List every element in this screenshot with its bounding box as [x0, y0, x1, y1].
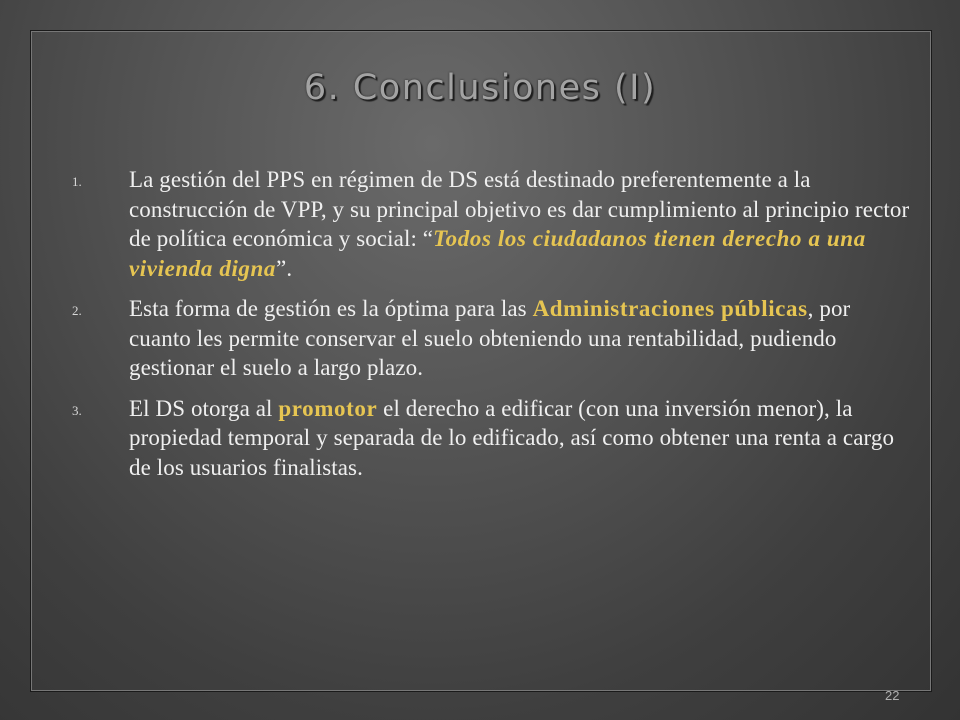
list-item-text-b: el derecho a edificar (con una inversión menor), la propiedad temporal y separada de lo edificado, así como obtener una renta a cargo de los usuarios finalistas.: [129, 395, 895, 480]
list-item-number: 3.: [72, 402, 82, 418]
list-item-highlight: promotor: [278, 395, 378, 421]
list-item: [66, 165, 910, 283]
list-item-text: [129, 294, 910, 383]
list-item-highlight: Todos los ciudadanos tienen derecho a una vivienda digna: [129, 226, 866, 281]
list-item-text: [129, 394, 910, 483]
slide-title: 6. Conclusiones (I): [303, 68, 657, 108]
list-item-highlight: Administraciones públicas: [532, 296, 808, 321]
list-item-text-a: El DS otorga al: [129, 395, 279, 421]
list-item-number: 2.: [72, 303, 82, 318]
page-number: 22: [885, 688, 900, 703]
list-item-number: 1.: [72, 174, 82, 189]
list-item-text-b: , por cuanto les permite conservar el suelo obteniendo una rentabilidad, pudiendo gestionar el suelo a largo plazo.: [129, 296, 851, 380]
list-item-text: [129, 165, 910, 283]
list-item: [66, 294, 910, 383]
list-item-text-a: La gestión del PPS en régimen de DS está destinado preferentemente a la construcción de VPP, y su principal objetivo es dar cumplimiento al principio rector de política económica y social: “: [129, 167, 910, 251]
list-item-text-a: Esta forma de gestión es la óptima para las: [129, 296, 533, 321]
conclusions-list: [66, 165, 910, 493]
list-item: [66, 394, 910, 483]
list-item-text-b: ”.: [276, 255, 293, 281]
